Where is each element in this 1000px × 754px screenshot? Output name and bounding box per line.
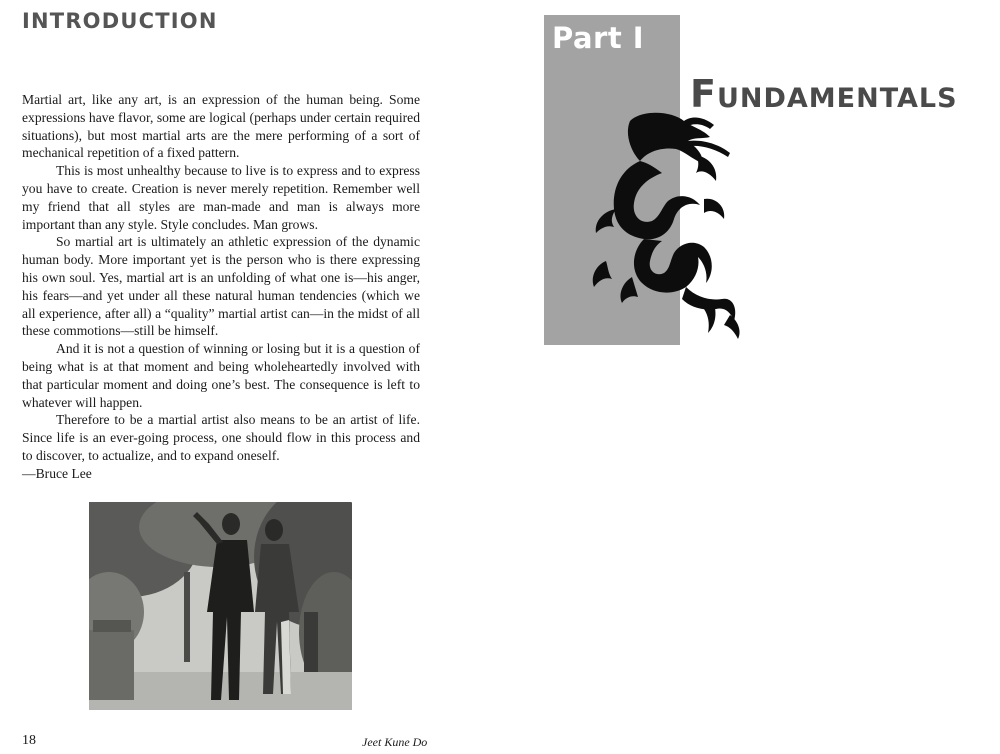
paragraph: Martial art, like any art, is an expression of the human being. Some expressions have flavor, some are logical (perhaps under certain required situations), but most martial arts are the mere performing of a sort of mechanical repetition of a fixed pattern. [22, 92, 420, 161]
running-title: Jeet Kune Do [362, 735, 428, 749]
bruce-lee-photo [89, 502, 352, 710]
section-title: INTRODUCTION [22, 9, 218, 33]
chapter-title: Fundamentals [690, 72, 958, 116]
page-number: 18 [22, 733, 36, 748]
signature: —Bruce Lee [22, 465, 92, 481]
photo-illustration [89, 502, 352, 710]
body-text [22, 91, 420, 483]
paragraph: So martial art is ultimately an athletic expression of the dynamic human body. More important yet is the person who is there expressing his own soul. Yes, martial art is an unfolding of what one is—his anger, his fears—and yet under all these natural human tendencies (which we all experience, after all) a “quality” martial artist can—in the midst of all these commotions—still be himself. [22, 234, 420, 339]
part-box [544, 15, 680, 345]
paragraph: And it is not a question of winning or losing but it is a question of being what is at that moment and being wholeheartedly involved with that particular moment and doing one’s best. The consequence is left to whatever will happen. [22, 341, 420, 410]
right-page [500, 0, 1000, 754]
dragon-illustration [592, 111, 742, 341]
part-label: Part I [552, 21, 645, 55]
paragraph: Therefore to be a martial artist also means to be an artist of life. Since life is an ever-going process, one should flow in this process and to discover, to actualize, and to expand oneself. [22, 412, 420, 463]
paragraph: This is most unhealthy because to live is to express and to express you have to create. Creation is never merely repetition. Remember well my friend that all styles are man-made and man is always more important than any style. Style concludes. Man grows. [22, 163, 420, 232]
